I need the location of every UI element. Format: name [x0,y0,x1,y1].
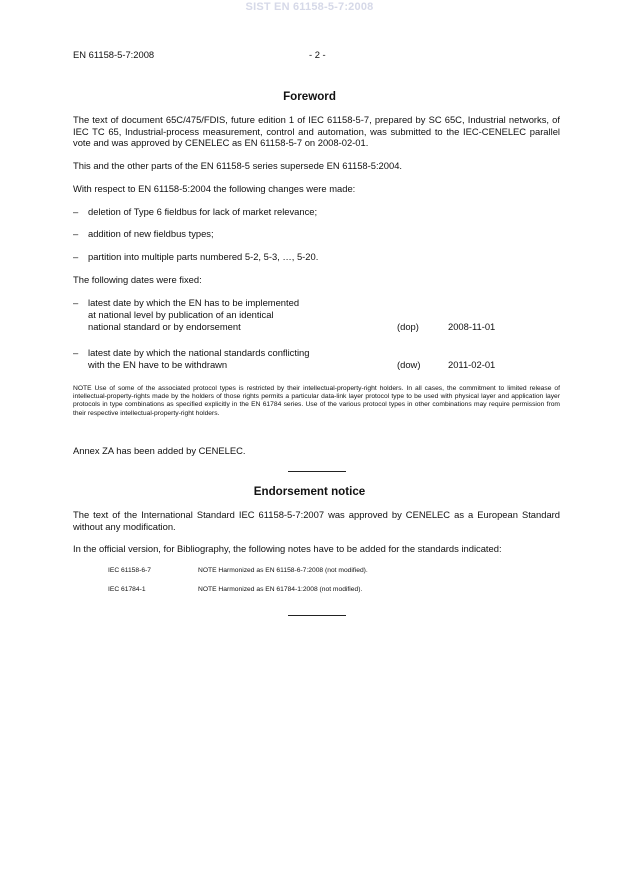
endorsement-title: Endorsement notice [253,485,366,498]
foreword-paragraph-4: The following dates were fixed: [73,274,202,285]
change-item: partition into multiple parts numbered 5-2, 5-3, …, 5-20. [88,251,319,262]
dash-marker: – [73,206,79,217]
foreword-paragraph-3: With respect to EN 61158-5:2004 the following changes were made: [73,183,356,194]
date-value-dop: 2008-11-01 [448,321,496,332]
foreword-note: NOTE Use of some of the associated protocol types is restricted by their intellectual-property-right holders. In all cases, the commitment to limited release of intellectual-property-rights made by the holders of those rights permits a particular data-link layer protocol type to be used with physical layer and application layer protocols in type combinations as specified explicitly in the EN 61784 series. Use of the various protocol types in other combinations may require permission from their respective intellectual-property-right holders. [73,385,560,417]
watermark: SIST EN 61158-5-7:2008 [245,1,374,13]
date-item-dop-line: at national level by publication of an identical [88,309,274,320]
endorsement-paragraph-2: In the official version, for Bibliography, the following notes have to be added for the standards indicated: [73,543,502,554]
change-item: addition of new fieldbus types; [88,228,214,239]
date-code-dow: (dow) [397,359,421,370]
endorsement-paragraph-1: The text of the International Standard IEC 61158-5-7:2007 was approved by CENELEC as a European Standard without any modification. [73,509,560,532]
end-divider [288,615,346,616]
foreword-title: Foreword [283,90,336,103]
annex-statement: Annex ZA has been added by CENELEC. [73,445,246,456]
date-item-dop-line: national standard or by endorsement [88,321,241,332]
dash-marker: – [73,347,79,358]
dash-marker: – [73,297,79,308]
ref-note: NOTE Harmonized as EN 61784-1:2008 (not modified). [198,586,363,593]
foreword-paragraph-1: The text of document 65C/475/FDIS, future edition 1 of IEC 61158-5-7, prepared by SC 65C, Industrial networks, of IEC TC 65, Industrial-process measurement, control and automation, was submitted to the IEC-CENELEC parallel vote and was approved by CENELEC as EN 61158-5-7 on 2008-02-01. [73,114,560,149]
change-item: deletion of Type 6 fieldbus for lack of market relevance; [88,206,318,217]
header-doc-id: EN 61158-5-7:2008 [73,49,155,60]
date-value-dow: 2011-02-01 [448,359,496,370]
dash-marker: – [73,251,79,262]
page-number: - 2 - [309,49,326,60]
section-divider [288,471,346,472]
ref-note: NOTE Harmonized as EN 61158-6-7:2008 (not modified). [198,567,368,574]
date-item-dow-line: with the EN have to be withdrawn [88,359,228,370]
date-item-dop-line: latest date by which the EN has to be implemented [88,297,300,308]
dash-marker: – [73,228,79,239]
date-code-dop: (dop) [397,321,419,332]
ref-standard: IEC 61784-1 [108,586,146,593]
date-item-dow-line: latest date by which the national standards conflicting [88,347,310,358]
foreword-paragraph-2: This and the other parts of the EN 61158-5 series supersede EN 61158-5:2004. [73,160,403,171]
ref-standard: IEC 61158-6-7 [108,567,151,574]
